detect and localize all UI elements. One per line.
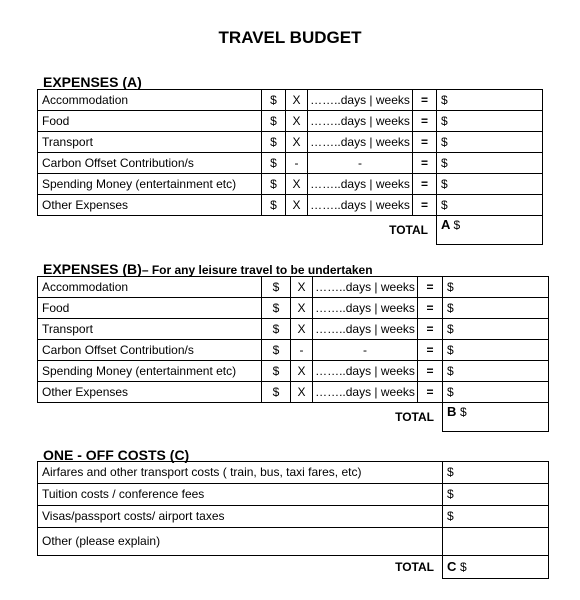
multiply-sign: X: [286, 132, 308, 153]
section-b-total-field[interactable]: [443, 403, 549, 432]
multiply-sign: X: [291, 277, 313, 298]
section-b-heading: EXPENSES (B): [43, 261, 142, 277]
amount-field[interactable]: $: [437, 111, 543, 132]
section-b-title: [43, 261, 373, 277]
expense-row: [38, 361, 549, 382]
equals-sign: =: [418, 277, 443, 298]
one-off-amount-field[interactable]: $: [443, 506, 549, 528]
section-c-heading: ONE - OFF COSTS (C): [43, 447, 190, 463]
equals-sign: =: [413, 174, 437, 195]
currency-symbol: $: [262, 382, 291, 403]
multiply-sign: X: [286, 111, 308, 132]
multiply-sign: X: [291, 361, 313, 382]
expense-row: [38, 111, 543, 132]
section-c-total-field[interactable]: [443, 556, 549, 579]
period-field[interactable]: ……..days | weeks: [308, 195, 413, 216]
equals-sign: =: [413, 195, 437, 216]
currency-symbol: $: [262, 298, 291, 319]
amount-field[interactable]: $: [437, 153, 543, 174]
currency-symbol: $: [262, 340, 291, 361]
equals-sign: =: [418, 361, 443, 382]
section-c-total-label: TOTAL: [395, 559, 434, 574]
section-c-table: [37, 461, 549, 579]
equals-sign: =: [418, 340, 443, 361]
expense-label: Carbon Offset Contribution/s: [38, 153, 262, 174]
section-b-total-letter: B: [447, 404, 457, 419]
expense-row: [38, 174, 543, 195]
expense-label: Food: [38, 111, 262, 132]
amount-field[interactable]: $: [443, 382, 549, 403]
expense-label: Carbon Offset Contribution/s: [38, 340, 262, 361]
equals-sign: =: [418, 298, 443, 319]
section-a-total-field[interactable]: [437, 216, 543, 245]
amount-field[interactable]: $: [437, 195, 543, 216]
one-off-row: [38, 484, 549, 506]
one-off-row: [38, 506, 549, 528]
expense-row: [38, 90, 543, 111]
expense-row: [38, 298, 549, 319]
section-a-table: [37, 89, 543, 245]
equals-sign: =: [418, 382, 443, 403]
section-c-total-row: [38, 556, 549, 579]
multiply-sign: X: [286, 90, 308, 111]
currency-symbol: $: [262, 111, 286, 132]
expense-label: Food: [38, 298, 262, 319]
one-off-label: Other (please explain): [38, 528, 443, 556]
equals-sign: =: [413, 111, 437, 132]
amount-field[interactable]: $: [443, 298, 549, 319]
equals-sign: =: [413, 153, 437, 174]
multiply-sign: -: [291, 340, 313, 361]
amount-field[interactable]: $: [437, 132, 543, 153]
one-off-amount-field[interactable]: [443, 528, 549, 556]
amount-field[interactable]: $: [437, 174, 543, 195]
period-field[interactable]: ……..days | weeks: [308, 174, 413, 195]
section-a-total-row: [38, 216, 543, 245]
amount-field[interactable]: $: [443, 277, 549, 298]
section-b-table: [37, 276, 549, 432]
expense-label: Spending Money (entertainment etc): [38, 174, 262, 195]
page-title: TRAVEL BUDGET: [218, 28, 362, 47]
currency-symbol: $: [262, 174, 286, 195]
multiply-sign: X: [286, 174, 308, 195]
period-field[interactable]: -: [308, 153, 413, 174]
expense-row: [38, 132, 543, 153]
currency-symbol: $: [262, 153, 286, 174]
period-field[interactable]: ……..days | weeks: [308, 132, 413, 153]
section-b-total-row: [38, 403, 549, 432]
period-field[interactable]: ……..days | weeks: [313, 361, 418, 382]
section-c-total-letter: C: [447, 559, 457, 574]
one-off-amount-field[interactable]: $: [443, 462, 549, 484]
period-field[interactable]: ……..days | weeks: [313, 277, 418, 298]
expense-row: [38, 340, 549, 361]
expense-label: Other Expenses: [38, 195, 262, 216]
one-off-amount-field[interactable]: $: [443, 484, 549, 506]
amount-field[interactable]: $: [443, 319, 549, 340]
equals-sign: =: [413, 90, 437, 111]
expense-label: Transport: [38, 132, 262, 153]
one-off-label: Airfares and other transport costs ( train, bus, taxi fares, etc): [38, 462, 443, 484]
expense-label: Transport: [38, 319, 262, 340]
amount-field[interactable]: $: [443, 361, 549, 382]
one-off-row: [38, 528, 549, 556]
currency-symbol: $: [262, 277, 291, 298]
one-off-label: Visas/passport costs/ airport taxes: [38, 506, 443, 528]
currency-symbol: $: [262, 361, 291, 382]
expense-row: [38, 382, 549, 403]
one-off-row: [38, 462, 549, 484]
equals-sign: =: [413, 132, 437, 153]
section-b-note: – For any leisure travel to be undertaken: [141, 263, 373, 277]
period-field[interactable]: ……..days | weeks: [313, 319, 418, 340]
currency-symbol: $: [262, 319, 291, 340]
multiply-sign: X: [291, 319, 313, 340]
section-a-title: [43, 74, 142, 90]
equals-sign: =: [418, 319, 443, 340]
section-a-heading: EXPENSES (A): [43, 74, 142, 90]
expense-label: Spending Money (entertainment etc): [38, 361, 262, 382]
expense-row: [38, 319, 549, 340]
section-b-total-currency: $: [460, 405, 467, 419]
expense-row: [38, 195, 543, 216]
amount-field[interactable]: $: [443, 340, 549, 361]
multiply-sign: X: [291, 382, 313, 403]
expense-label: Other Expenses: [38, 382, 262, 403]
currency-symbol: $: [262, 90, 286, 111]
period-field[interactable]: -: [313, 340, 418, 361]
period-field[interactable]: ……..days | weeks: [313, 298, 418, 319]
section-a-total-letter: A: [441, 217, 450, 232]
currency-symbol: $: [262, 195, 286, 216]
section-a-total-currency: $: [453, 218, 461, 232]
one-off-label: Tuition costs / conference fees: [38, 484, 443, 506]
multiply-sign: X: [291, 298, 313, 319]
section-b-total-label: TOTAL: [395, 410, 434, 425]
amount-field[interactable]: $: [437, 90, 543, 111]
period-field[interactable]: ……..days | weeks: [308, 111, 413, 132]
section-a-total-label: TOTAL: [389, 223, 428, 238]
period-field[interactable]: ……..days | weeks: [308, 90, 413, 111]
expense-row: [38, 153, 543, 174]
currency-symbol: $: [262, 132, 286, 153]
expense-label: Accommodation: [38, 277, 262, 298]
section-c-total-currency: $: [460, 560, 467, 574]
multiply-sign: -: [286, 153, 308, 174]
multiply-sign: X: [286, 195, 308, 216]
period-field[interactable]: ……..days | weeks: [313, 382, 418, 403]
expense-row: [38, 277, 549, 298]
expense-label: Accommodation: [38, 90, 262, 111]
